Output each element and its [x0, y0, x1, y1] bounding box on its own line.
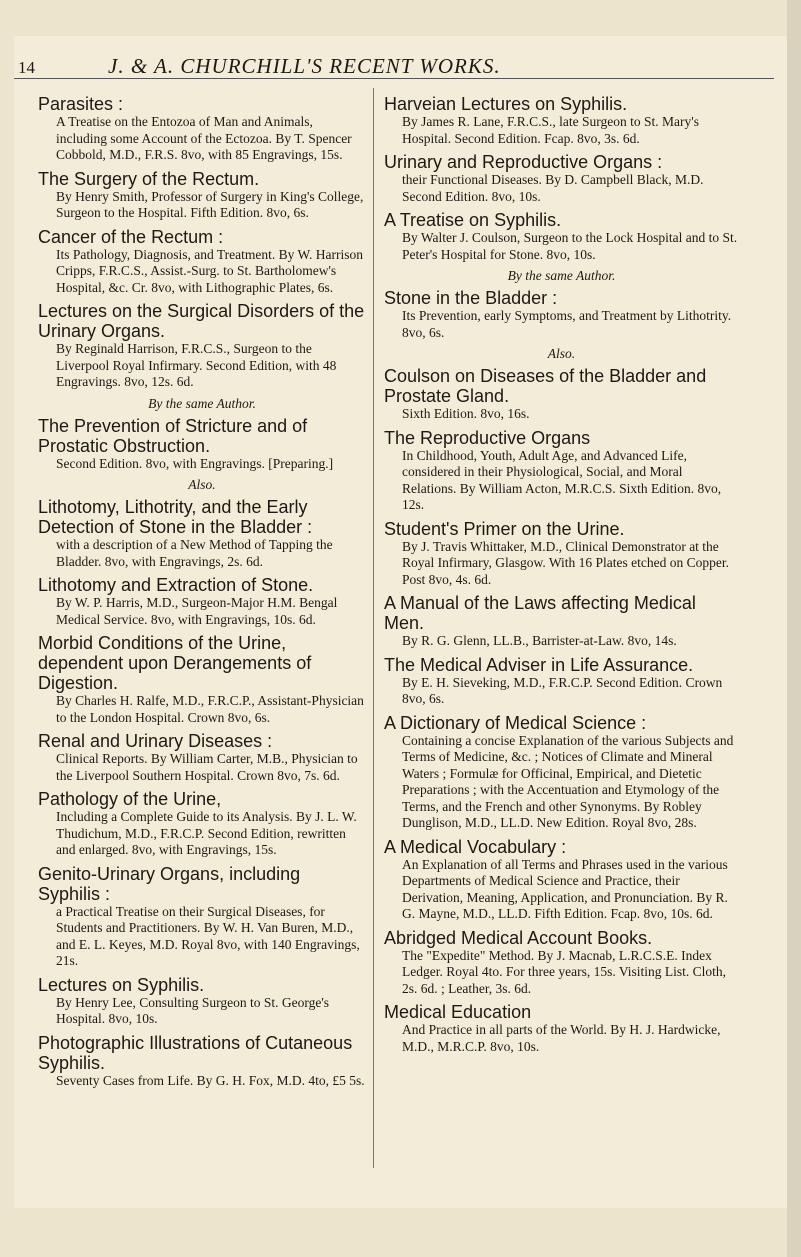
page-number: 14: [18, 58, 35, 77]
book-entry: [38, 1033, 366, 1090]
book-title: Medical Education: [384, 1002, 532, 1022]
book-title: Lithotomy and Extraction of Stone.: [38, 575, 314, 595]
book-description: And Practice in all parts of the World. By H. J. Hardwicke, M.D., M.R.C.P. 8vo, 10s.: [402, 1022, 721, 1054]
book-entry: [38, 169, 366, 222]
book-description: An Explanation of all Terms and Phrases used in the various Departments of Medical Science and Practice, their Derivation, Meaning, Application, and Pronunciation. By R. G. Mayne, M.D., LL.D. Fifth Edition. Fcap. 8vo, 10s. 6d.: [402, 856, 728, 921]
page-header: [14, 40, 774, 80]
book-title: A Manual of the Laws affecting Medical Men.: [384, 593, 696, 633]
book-entry: [384, 94, 739, 147]
book-title: Harveian Lectures on Syphilis.: [384, 94, 628, 114]
book-description: Including a Complete Guide to its Analysis. By J. L. W. Thudichum, M.D., F.R.C.P. Second Edition, rewritten and enlarged. 8vo, with Engravings, 15s.: [56, 809, 357, 857]
book-title: Student's Primer on the Urine.: [384, 518, 625, 539]
book-entry: [384, 837, 739, 923]
book-entry: [38, 789, 366, 859]
section-note: Also.: [188, 477, 216, 492]
running-title: J. & A. CHURCHILL'S RECENT WORKS.: [108, 54, 501, 78]
book-description: a Practical Treatise on their Surgical Diseases, for Students and Practitioners. By W. H. Van Buren, M.D., and E. L. Keyes, M.D. Royal 8vo, with 140 Engravings, 21s.: [56, 903, 360, 968]
book-title: Lectures on the Surgical Disorders of the Urinary Organs.: [38, 301, 365, 341]
book-description: A Treatise on the Entozoa of Man and Animals, including some Account of the Ectozoa. By T. Spencer Cobbold, M.D., F.R.S. 8vo, with 85 Engravings, 15s.: [56, 114, 352, 162]
book-entry: [38, 497, 366, 570]
book-title: Photographic Illustrations of Cutaneous Syphilis.: [38, 1032, 353, 1073]
book-description: The "Expedite" Method. By J. Macnab, L.R.C.S.E. Index Ledger. Royal 4to. For three years, 15s. Visiting List. Cloth, 2s. 6d. ; Leather, 3s. 6d.: [402, 947, 727, 996]
book-entry: [38, 575, 366, 628]
book-title: The Surgery of the Rectum.: [38, 168, 260, 189]
book-title: A Treatise on Syphilis.: [384, 210, 562, 230]
book-title: The Reproductive Organs: [384, 427, 591, 448]
book-description: By J. Travis Whittaker, M.D., Clinical Demonstrator at the Royal Infirmary, Glasgow. With 16 Plates etched on Copper. Post 8vo, 4s. 6d.: [402, 538, 730, 587]
book-description: By Henry Smith, Professor of Surgery in King's College, Surgeon to the Hospital. Fifth Edition. 8vo, 6s.: [56, 188, 364, 220]
book-entry: [384, 366, 739, 423]
section-note: Also.: [547, 346, 576, 361]
book-description: By Reginald Harrison, F.R.C.S., Surgeon to the Liverpool Royal Infirmary. Second Edition, with 48 Engravings. 8vo, 12s. 6d.: [56, 341, 337, 389]
book-title: Genito-Urinary Organs, including Syphilis :: [38, 863, 301, 904]
book-entry: [384, 928, 739, 998]
book-entry: [384, 288, 739, 341]
book-entry: [384, 713, 739, 832]
book-description: By W. P. Harris, M.D., Surgeon-Major H.M. Bengal Medical Service. 8vo, with Engravings, 10s. 6d.: [56, 595, 338, 627]
right-column: [384, 94, 739, 1060]
book-title: Lectures on Syphilis.: [38, 974, 205, 995]
book-entry: [38, 633, 366, 726]
book-entry: [38, 301, 366, 391]
book-description: Clinical Reports. By William Carter, M.B., Physician to the Liverpool Southern Hospital. Crown 8vo, 7s. 6d.: [56, 751, 358, 783]
book-entry: [384, 428, 739, 514]
book-entry: [38, 416, 366, 473]
book-description: their Functional Diseases. By D. Campbell Black, M.D. Second Edition. 8vo, 10s.: [402, 172, 704, 204]
header-rule: [14, 78, 774, 79]
book-description: By E. H. Sieveking, M.D., F.R.C.P. Second Edition. Crown 8vo, 6s.: [402, 674, 723, 706]
book-title: Cancer of the Rectum :: [38, 226, 224, 247]
book-entry: [384, 593, 739, 650]
book-title: Lithotomy, Lithotrity, and the Early Detection of Stone in the Bladder :: [38, 497, 313, 537]
book-entry: [38, 731, 366, 784]
book-description: Its Pathology, Diagnosis, and Treatment. By W. Harrison Cripps, F.R.C.S., Assist.-Surg. to St. Bartholomew's Hospital, &c. Cr. 8vo, with Lithographic Plates, 6s.: [56, 246, 363, 295]
book-entry: [38, 864, 366, 970]
book-title: A Dictionary of Medical Science :: [384, 712, 647, 733]
page-edge: [787, 0, 801, 1257]
book-entry: [384, 210, 739, 263]
section-note: By the same Author.: [148, 395, 256, 411]
book-title: Renal and Urinary Diseases :: [38, 731, 273, 751]
book-description: By Charles H. Ralfe, M.D., F.R.C.P., Assistant-Physician to the London Hospital. Crown 8vo, 6s.: [56, 693, 364, 725]
book-description: In Childhood, Youth, Adult Age, and Advanced Life, considered in their Physiological, Social, and Moral Relations. By William Acton, M.R.C.S. Sixth Edition. 8vo, 12s.: [402, 447, 722, 512]
book-entry: [384, 152, 739, 205]
book-entry: [38, 94, 366, 164]
book-description: Sixth Edition. 8vo, 16s.: [402, 406, 530, 421]
book-title: Abridged Medical Account Books.: [384, 927, 653, 948]
book-title: Urinary and Reproductive Organs :: [384, 152, 663, 172]
book-title: Pathology of the Urine,: [38, 789, 222, 809]
book-title: The Medical Adviser in Life Assurance.: [384, 654, 694, 675]
book-title: Coulson on Diseases of the Bladder and Prostate Gland.: [384, 366, 707, 406]
book-title: Parasites :: [38, 94, 124, 114]
book-entry: [384, 1002, 739, 1055]
section-note: By the same Author.: [507, 268, 616, 283]
book-description: By James R. Lane, F.R.C.S., late Surgeon to St. Mary's Hospital. Second Edition. Fcap. 8vo, 3s. 6d.: [402, 114, 699, 146]
book-description: Second Edition. 8vo, with Engravings. [Preparing.]: [56, 455, 334, 471]
book-title: Morbid Conditions of the Urine, dependent upon Derangements of Digestion.: [38, 633, 312, 693]
book-entry: [384, 519, 739, 589]
book-entry: [38, 975, 366, 1028]
book-entry: [38, 227, 366, 297]
book-description: Seventy Cases from Life. By G. H. Fox, M.D. 4to, £5 5s.: [56, 1072, 365, 1088]
book-description: Its Prevention, early Symptoms, and Treatment by Lithotrity. 8vo, 6s.: [402, 308, 732, 340]
left-column: [38, 94, 366, 1094]
book-title: A Medical Vocabulary :: [384, 836, 567, 857]
book-entry: [384, 655, 739, 708]
book-title: Stone in the Bladder :: [384, 288, 558, 308]
column-divider: [373, 88, 374, 1168]
book-description: Containing a concise Explanation of the various Subjects and Terms of Medicine, &c. ; Notices of Climate and Mineral Waters ; Formulæ for Officinal, Empirical, and Dietetic Preparations ; with the Accentuation and Etymology of the Terms, and the French and other Synonyms. By Robley Dunglison, M.D., LL.D. New Edition. Royal 8vo, 28s.: [402, 732, 734, 830]
book-description: By Henry Lee, Consulting Surgeon to St. George's Hospital. 8vo, 10s.: [56, 994, 330, 1026]
book-description: By R. G. Glenn, LL.B., Barrister-at-Law. 8vo, 14s.: [402, 633, 677, 648]
book-description: By Walter J. Coulson, Surgeon to the Lock Hospital and to St. Peter's Hospital for Stone. 8vo, 10s.: [402, 230, 738, 262]
book-description: with a description of a New Method of Tapping the Bladder. 8vo, with Engravings, 2s. 6d.: [56, 537, 333, 569]
book-title: The Prevention of Stricture and of Prostatic Obstruction.: [38, 415, 308, 456]
